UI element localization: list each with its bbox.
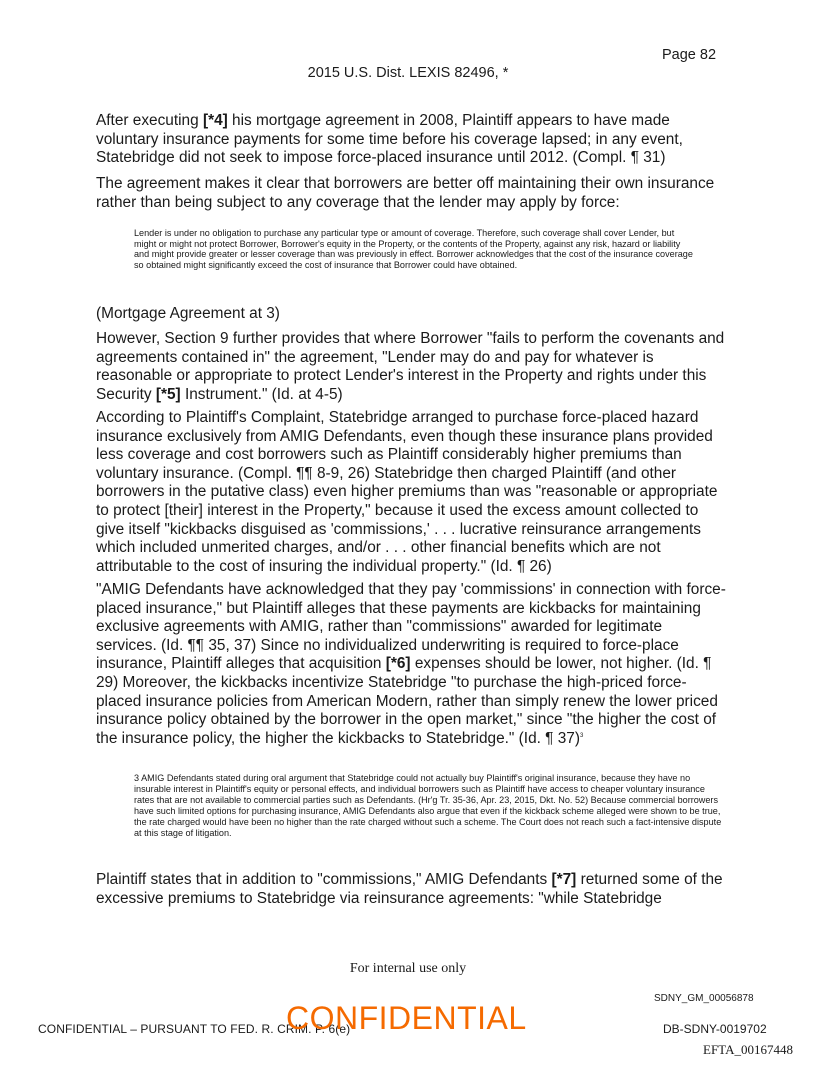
bates-db-sdny: DB-SDNY-0019702 [663, 1022, 767, 1036]
star-page-6: [*6] [385, 655, 411, 673]
confidential-stamp: CONFIDENTIAL [286, 1000, 527, 1036]
footnote-3: 3 AMIG Defendants stated during oral argument that Statebridge could not actually buy Plaintiff's original insurance, because they have no insurable interest in Plaintiff's equity or personal effects, and individual borrowers such as Plaintiff have access to cheaper voluntary insurance rates that are not available to commercial parties such as Defendants. (Hr'g Tr. 35-36, Apr. 23, 2015, Dkt. No. 52) Because commercial borrowers have such limited options for purchasing insurance, AMIG Defendants also argue that even if the kickback scheme alleged were shown to be true, the rate charged would have been no higher than the rate charged without such a scheme. The Court does not reach such a fact-intensive dispute at this stage of litigation. [134, 773, 722, 838]
bates-efta: EFTA_00167448 [703, 1042, 793, 1057]
confidential-notice: CONFIDENTIAL – PURSUANT TO FED. R. CRIM. P. 6(e) [38, 1022, 351, 1036]
paragraph-6: "AMIG Defendants have acknowledged that they pay 'commissions' in connection with force-placed insurance," but Plaintiff alleges that these payments are kickbacks for maintaining exclusive agreements with AMIG, rather than "commissions" awarded for legitimate services. (Id. ¶¶ 35, 37) Since no individualized underwriting is required to force-place insurance, Plaintiff alleges that acquisition [*6] expenses should be lower, not higher. (Id. ¶ 29) Moreover, the kickbacks incentivize Statebridge "to purchase the high-priced force-placed insurance policies from American Modern, rather than simply renew the lower priced insurance policy obtained by the borrower in the open market," since "the higher the cost of the insurance policy, the higher the kickbacks to Statebridge." (Id. ¶ 37)$^3$ [96, 581, 726, 747]
citation-header: 2015 U.S. Dist. LEXIS 82496, * [307, 65, 509, 81]
paragraph-5: According to Plaintiff's Complaint, Statebridge arranged to purchase force-placed hazard insurance exclusively from AMIG Defendants, even though these insurance plans provided less coverage and cost borrowers such as Plaintiff considerably higher premiums than voluntary insurance. (Compl. ¶¶ 8-9, 26) Statebridge then charged Plaintiff (and other borrowers in the putative class) even higher premiums than was "reasonable or appropriate to protect [their] interest in the Property," because it used the excess amount collected to give itself "kickbacks disguised as 'commissions,' . . . lucrative reinsurance arrangements which included unmerited charges, and/or . . . other financial benefits which are not attributable to the cost of insuring the individual property." (Id. ¶ 26) [96, 409, 718, 575]
footnote-marker: 3 [579, 732, 584, 739]
bates-sdny-gm: SDNY_GM_00056878 [654, 993, 754, 1004]
star-page-5: [*5] [155, 385, 181, 403]
star-page-4: [*4] [202, 112, 228, 129]
block-quote: Lender is under no obligation to purchase any particular type or amount of coverage. Therefore, such coverage shall cover Lender, but might or might not protect Borrower, Borrower's equity in the Property, or the contents of the Property, against any risk, hazard or liability and might provide greater or lesser coverage than was previously in effect. Borrower acknowledges that the cost of the insurance coverage so obtained might significantly exceed the cost of insurance that Borrower could have obtained. [134, 228, 693, 270]
paragraph-4: However, Section 9 further provides that where Borrower "fails to perform the covenants and agreements contained in" the agreement, "Lender may do and pay for whatever is reasonable or appropriate to protect Lender's interest in the Property and rights under this Security [*5] Instrument." (Id. at 4-5) [96, 330, 725, 403]
paragraph-3: (Mortgage Agreement at 3) [96, 305, 280, 322]
star-page-7: [*7] [551, 871, 577, 888]
paragraph-7: Plaintiff states that in addition to "commissions," AMIG Defendants [*7] returned some of the excessive premiums to Statebridge via reinsurance agreements: "while Statebridge [96, 871, 723, 907]
page-number: Page 82 [662, 47, 717, 63]
paragraph-2: The agreement makes it clear that borrowers are better off maintaining their own insurance rather than being subject to any coverage that the lender may apply by force: [96, 175, 715, 211]
paragraph-1: After executing [*4] his mortgage agreement in 2008, Plaintiff appears to have made voluntary insurance payments for some time before his coverage lapsed; in any event, Statebridge did not seek to impose force-placed insurance until 2012. (Compl. ¶ 31) [96, 112, 683, 167]
internal-use-notice: For internal use only [349, 961, 467, 976]
